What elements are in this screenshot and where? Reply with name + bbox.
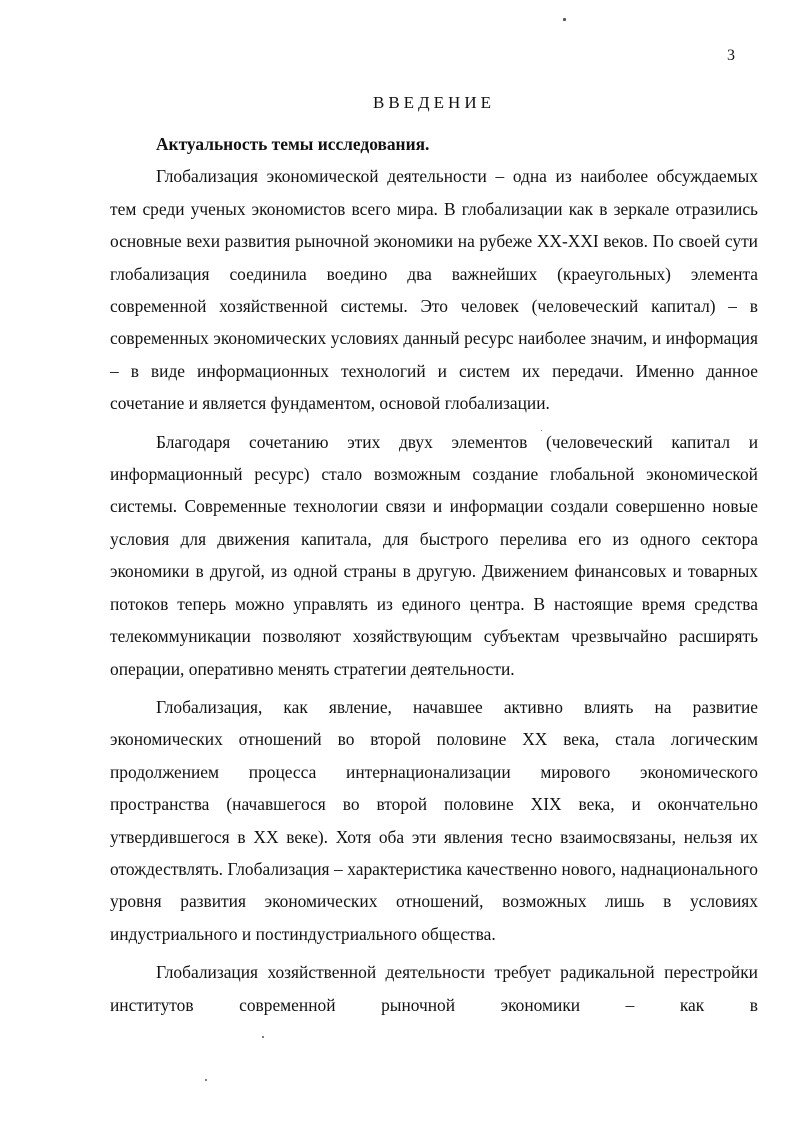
paragraph: Глобализация экономической деятельности – одна из наиболее обсуждаемых тем среди ученых экономистов всего мира. В глобализации как в зеркале отразились основные вехи развития рыночной экономики на рубеже XX-XXI веков. По своей сути глобализация соединила воедино два важнейших (краеугольных) элемента современной хозяйственной системы. Это человек (человеческий капитал) – в современных экономических условиях данный ресурс наиболее значим, и информация – в виде информационных технологий и систем их передачи. Именно данное сочетание и является фундаментом, основой глобализации. xyxy=(110,166,758,414)
paragraph: Глобализация, как явление, начавшее активно влиять на развитие экономических отношений во второй половине XX века, стала логическим продолжением процесса интернационализации мирового экономического пространства (начавшегося во второй половине XIX века, и окончательно утвердившегося в XX веке). Хотя оба эти явления тесно взаимосвязаны, нельзя их отождествлять. Глобализация – характеристика качественно нового, наднационального уровня развития экономических отношений, возможных лишь в условиях индустриального и постиндустриального общества. xyxy=(110,696,758,944)
body-text xyxy=(110,128,758,1021)
section-heading: ВВЕДЕНИЕ xyxy=(373,93,495,112)
paragraph: Глобализация хозяйственной деятельности требует радикальной перестройки институтов современной рыночной экономики – как в xyxy=(110,962,758,1015)
scan-speck xyxy=(563,18,566,21)
scan-speck xyxy=(541,430,542,431)
subheading: Актуальность темы исследования. xyxy=(156,134,430,154)
scan-speck xyxy=(262,1036,264,1038)
paragraph: Благодаря сочетанию этих двух элементов (человеческий капитал и информационный ресурс) стало возможным создание глобальной экономической системы. Современные технологии связи и информации создали совершенно новые условия для движения капитала, для быстрого перелива его из одного сектора экономики в другой, из одной страны в другую. Движением финансовых и товарных потоков теперь можно управлять из единого центра. В настоящие время средства телекоммуникации позволяют хозяйствующим субъектам чрезвычайно расширять операции, оперативно менять стратегии деятельности. xyxy=(110,431,758,679)
scan-speck xyxy=(205,1079,207,1081)
page-number: 3 xyxy=(727,47,735,64)
